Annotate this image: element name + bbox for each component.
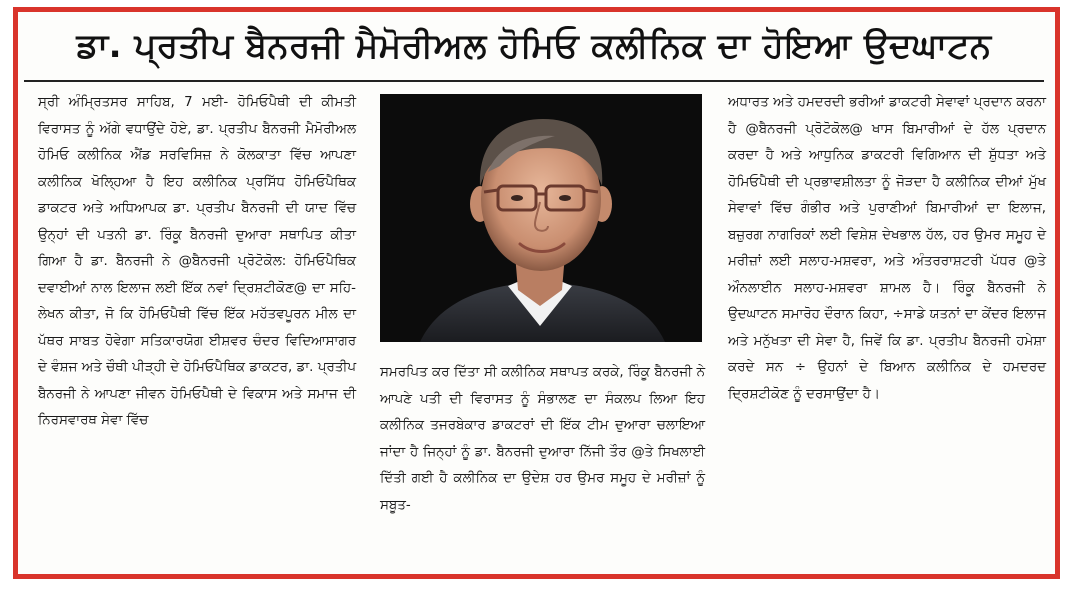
portrait-image: [380, 94, 702, 342]
article-column-left: [38, 90, 356, 435]
column-text: ਅਧਾਰਤ ਅਤੇ ਹਮਦਰਦੀ ਭਰੀਆਂ ਡਾਕਟਰੀ ਸੇਵਾਵਾਂ ਪ੍ਰਦਾਨ ਕਰਨਾ ਹੈ @ਬੈਨਰਜੀ ਪ੍ਰੋਟੋਕੋਲ@ ਖਾਸ ਬਿਮਾਰੀਆਂ ਦੇ ਹੱਲ ਪ੍ਰਦਾਨ ਕਰਦਾ ਹੈ ਅਤੇ ਆਧੁਨਿਕ ਡਾਕਟਰੀ ਵਿਗਿਆਨ ਦੀ ਸ਼ੁੱਧਤਾ ਅਤੇ ਹੋਮਿਓਪੈਥੀ ਦੀ ਪ੍ਰਭਾਵਸ਼ੀਲਤਾ ਨੂੰ ਜੋੜਦਾ ਹੈ ਕਲੀਨਿਕ ਦੀਆਂ ਮੁੱਖ ਸੇਵਾਵਾਂ ਵਿੱਚ ਗੰਭੀਰ ਅਤੇ ਪੁਰਾਣੀਆਂ ਬਿਮਾਰੀਆਂ ਦਾ ਇਲਾਜ, ਬਜ਼ੁਰਗ ਨਾਗਰਿਕਾਂ ਲਈ ਵਿਸ਼ੇਸ਼ ਦੇਖਭਾਲ ਹੱਲ, ਹਰ ਉਮਰ ਸਮੂਹ ਦੇ ਮਰੀਜ਼ਾਂ ਲਈ ਸਲਾਹ-ਮਸ਼ਵਰਾ, ਅਤੇ ਅੰਤਰਰਾਸ਼ਟਰੀ ਪੱਧਰ @ਤੇ ਔਨਲਾਈਨ ਸਲਾਹ-ਮਸ਼ਵਰਾ ਸ਼ਾਮਲ ਹੈ। ਰਿੰਕੂ ਬੈਨਰਜੀ ਨੇ ਉਦਘਾਟਨ ਸਮਾਰੋਹ ਦੌਰਾਨ ਕਿਹਾ, ÷ਸਾਡੇ ਯਤਨਾਂ ਦਾ ਕੇਂਦਰ ਇਲਾਜ ਅਤੇ ਮਨੁੱਖਤਾ ਦੀ ਸੇਵਾ ਹੈ, ਜਿਵੇਂ ਕਿ ਡਾ. ਪ੍ਰਤੀਪ ਬੈਨਰਜੀ ਹਮੇਸ਼ਾ ਕਰਦੇ ਸਨ ÷ ਉਹਨਾਂ ਦੇ ਬਿਆਨ ਕਲੀਨਿਕ ਦੇ ਹਮਦਰਦ ਦ੍ਰਿਸ਼ਟੀਕੋਣ ਨੂੰ ਦਰਸਾਉਂਦਾ ਹੈ।: [728, 95, 1046, 402]
article-column-right: [728, 90, 1046, 408]
headline: ਡਾ. ਪ੍ਰਤੀਪ ਬੈਨਰਜੀ ਮੈਮੋਰੀਅਲ ਹੋਮਿਓ ਕਲੀਨਿਕ ਦਾ ਹੋਇਆ ਉਦਘਾਟਨ: [76, 26, 992, 66]
portrait-photo: [380, 94, 702, 342]
article-column-middle: [380, 360, 705, 519]
column-text: ਸ੍ਰੀ ਅੰਮ੍ਰਿਤਸਰ ਸਾਹਿਬ, 7 ਮਈ- ਹੋਮਿਓਪੈਥੀ ਦੀ ਕੀਮਤੀ ਵਿਰਾਸਤ ਨੂੰ ਅੱਗੇ ਵਧਾਉਂਦੇ ਹੋਏ, ਡਾ. ਪ੍ਰਤੀਪ ਬੈਨਰਜੀ ਮੈਮੋਰੀਅਲ ਹੋਮਿਓ ਕਲੀਨਿਕ ਐਂਡ ਸਰਵਿਸਿਜ਼ ਨੇ ਕੋਲਕਾਤਾ ਵਿੱਚ ਆਪਣਾ ਕਲੀਨਿਕ ਖੋਲ੍ਹਿਆ ਹੈ ਇਹ ਕਲੀਨਿਕ ਪ੍ਰਸਿੱਧ ਹੋਮਿਓਪੈਥਿਕ ਡਾਕਟਰ ਅਤੇ ਅਧਿਆਪਕ ਡਾ. ਪ੍ਰਤੀਪ ਬੈਨਰਜੀ ਦੀ ਯਾਦ ਵਿੱਚ ਉਨ੍ਹਾਂ ਦੀ ਪਤਨੀ ਡਾ. ਰਿੰਕੂ ਬੈਨਰਜੀ ਦੁਆਰਾ ਸਥਾਪਿਤ ਕੀਤਾ ਗਿਆ ਹੈ ਡਾ. ਬੈਨਰਜੀ ਨੇ @ਬੈਨਰਜੀ ਪ੍ਰੋਟੋਕੋਲ: ਹੋਮਿਓਪੈਥਿਕ ਦਵਾਈਆਂ ਨਾਲ ਇਲਾਜ ਲਈ ਇੱਕ ਨਵਾਂ ਦ੍ਰਿਸ਼ਟੀਕੋਣ@ ਦਾ ਸਹਿ-ਲੇਖਨ ਕੀਤਾ, ਜੋ ਕਿ ਹੋਮਿਓਪੈਥੀ ਵਿੱਚ ਇੱਕ ਮਹੱਤਵਪੂਰਨ ਮੀਲ ਦਾ ਪੱਥਰ ਸਾਬਤ ਹੋਵੇਗਾ ਸਤਿਕਾਰਯੋਗ ਈਸ਼ਵਰ ਚੰਦਰ ਵਿਦਿਆਸਾਗਰ ਦੇ ਵੰਸ਼ਜ ਅਤੇ ਚੌਥੀ ਪੀੜ੍ਹੀ ਦੇ ਹੋਮਿਓਪੈਥਿਕ ਡਾਕਟਰ, ਡਾ. ਪ੍ਰਤੀਪ ਬੈਨਰਜੀ ਨੇ ਆਪਣਾ ਜੀਵਨ ਹੋਮਿਓਪੈਥੀ ਦੇ ਵਿਕਾਸ ਅਤੇ ਸਮਾਜ ਦੀ ਨਿਰਸਵਾਰਥ ਸੇਵਾ ਵਿੱਚ: [38, 95, 356, 428]
column-text: ਸਮਰਪਿਤ ਕਰ ਦਿੱਤਾ ਸੀ ਕਲੀਨਿਕ ਸਥਾਪਤ ਕਰਕੇ, ਰਿੰਕੂ ਬੈਨਰਜੀ ਨੇ ਆਪਣੇ ਪਤੀ ਦੀ ਵਿਰਾਸਤ ਨੂੰ ਸੰਭਾਲਣ ਦਾ ਸੰਕਲਪ ਲਿਆ ਇਹ ਕਲੀਨਿਕ ਤਜਰਬੇਕਾਰ ਡਾਕਟਰਾਂ ਦੀ ਇੱਕ ਟੀਮ ਦੁਆਰਾ ਚਲਾਇਆ ਜਾਂਦਾ ਹੈ ਜਿਨ੍ਹਾਂ ਨੂੰ ਡਾ. ਬੈਨਰਜੀ ਦੁਆਰਾ ਨਿੱਜੀ ਤੌਰ @ਤੇ ਸਿਖਲਾਈ ਦਿੱਤੀ ਗਈ ਹੈ ਕਲੀਨਿਕ ਦਾ ਉਦੇਸ਼ ਹਰ ਉਮਰ ਸਮੂਹ ਦੇ ਮਰੀਜ਼ਾਂ ਨੂੰ ਸਬੂਤ-: [380, 365, 705, 513]
headline-rule: [24, 80, 1044, 82]
